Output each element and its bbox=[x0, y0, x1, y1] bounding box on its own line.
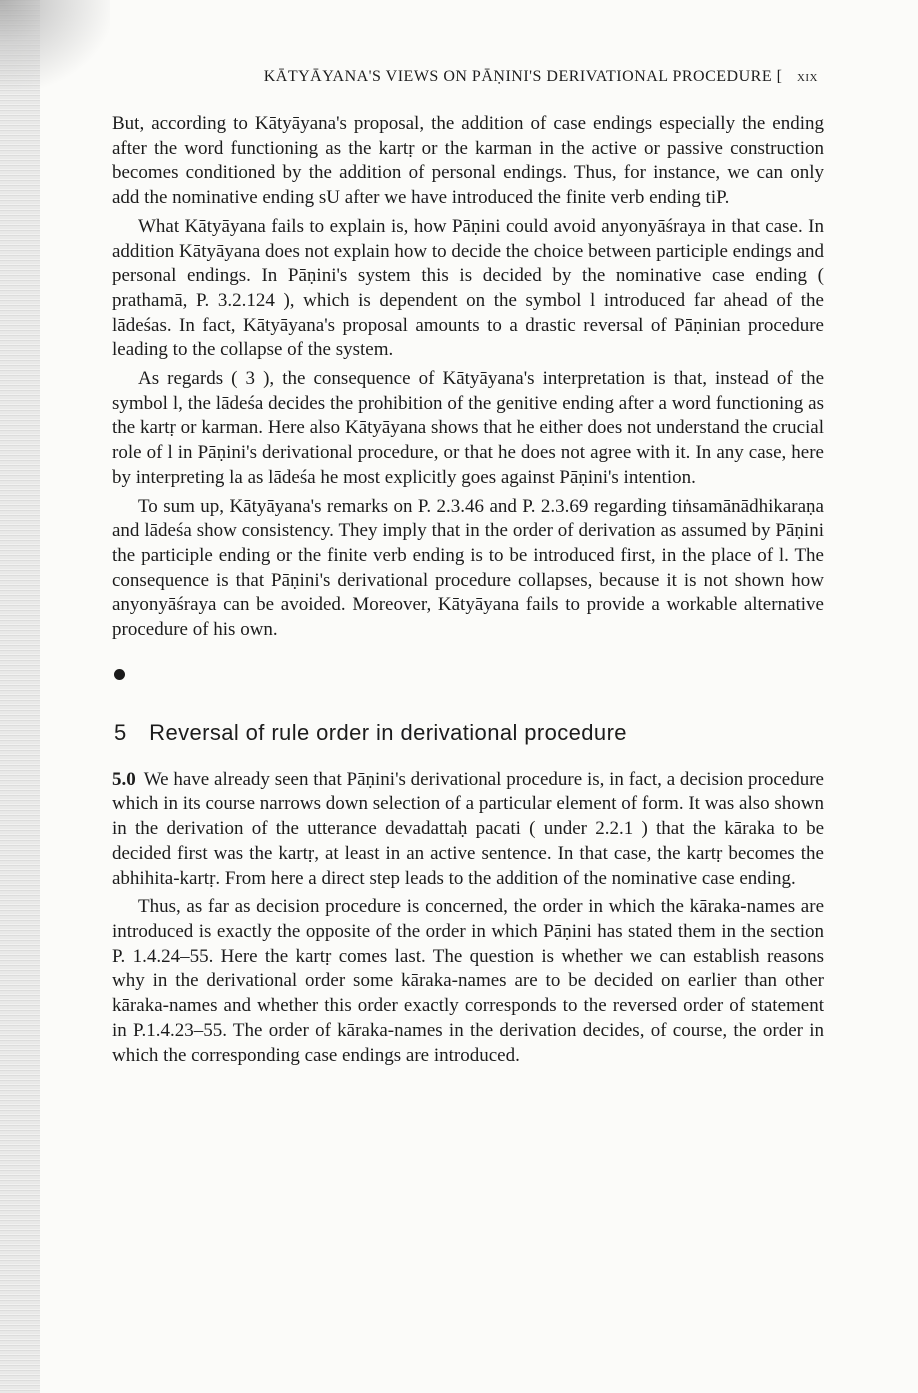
page-number: xix bbox=[796, 68, 818, 85]
header-title: KĀTYĀYANA'S VIEWS ON PĀṆINI'S DERIVATIONAL PROCEDURE bbox=[263, 68, 773, 85]
paragraph-1: But, according to Kātyāyana's proposal, the addition of case endings especially the ending after the word functioning as the kartṛ or the karman in the active or passive construction becomes conditioned by the addition of personal endings. Thus, for instance, we can only add the nominative ending sU after we have introduced the finite verb ending tiP. bbox=[112, 113, 824, 209]
paragraph-3: As regards ( 3 ), the consequence of Kātyāyana's interpretation is that, instead of the symbol l, the lādeśa decides the prohibition of the genitive ending after a word functioning as the kartṛ or karman. Here also Kātyāyana shows that he either does not understand the crucial role of l in Pāṇini's derivational procedure, or that he does not agree with it. In any case, here by interpreting la as lādeśa he most explicitly goes against Pāṇini's intention. bbox=[112, 368, 824, 488]
section-heading bbox=[114, 720, 824, 746]
document-page bbox=[112, 68, 824, 1068]
header-bracket: [ bbox=[776, 68, 783, 85]
scan-corner-shadow bbox=[0, 0, 110, 90]
section-number: 5 bbox=[114, 719, 127, 745]
paragraph-5 bbox=[112, 768, 824, 892]
paragraph-2: What Kātyāyana fails to explain is, how Pāṇini could avoid anyonyāśraya in that case. In addition Kātyāyana does not explain how to decide the choice between participle endings and personal endings. In Pāṇini's system this is decided by the nominative case ending ( prathamā, P. 3.2.124 ), which is dependent on the symbol l introduced far ahead of the lādeśas. In fact, Kātyāyana's proposal amounts to a drastic reversal of Pāṇinian procedure leading to the collapse of the system. bbox=[112, 215, 824, 361]
section-title: Reversal of rule order in derivational procedure bbox=[149, 719, 627, 745]
paragraph-4: To sum up, Kātyāyana's remarks on P. 2.3.46 and P. 2.3.69 regarding tiṅsamānādhikaraṇa and lādeśa show consistency. They imply that in the order of derivation as assumed by Pāṇini the participle ending or the finite verb ending is to be introduced first, in the place of l. The consequence is that Pāṇini's derivational procedure collapses, because it is not shown how anyonyāśraya can be avoided. Moreover, Kātyāyana fails to provide a workable alternative procedure of his own. bbox=[112, 495, 824, 641]
paragraph-6: Thus, as far as decision procedure is concerned, the order in which the kāraka-names are introduced is exactly the opposite of the order in which Pāṇini has stated them in the section P. 1.4.24–55. Here the kartṛ comes last. The question is whether we can establish reasons why in the derivational order some kāraka-names are to be decided on earlier than other kāraka-names and whether this order exactly corresponds to the reversed order of statement in P.1.4.23–55. The order of kāraka-names in the derivation decides, of course, the order in which the corresponding case endings are introduced. bbox=[112, 896, 824, 1066]
running-header bbox=[112, 68, 824, 86]
subsection-number: 5.0 bbox=[112, 768, 136, 790]
bullet-dot bbox=[114, 669, 125, 680]
paragraph-5-text: We have already seen that Pāṇini's derivational procedure is, in fact, a decision procedure which in its course narrows down selection of a particular element of form. It was also shown in the derivation of the utterance devadattaḥ pacati ( under 2.2.1 ) that the kāraka to be decided first was the kartṛ, at least in an active sentence. In that case, the kartṛ becomes the abhihita-kartṛ. From here a direct step leads to the addition of the nominative case ending. bbox=[112, 768, 824, 889]
scan-edge-shadow bbox=[0, 0, 40, 1393]
